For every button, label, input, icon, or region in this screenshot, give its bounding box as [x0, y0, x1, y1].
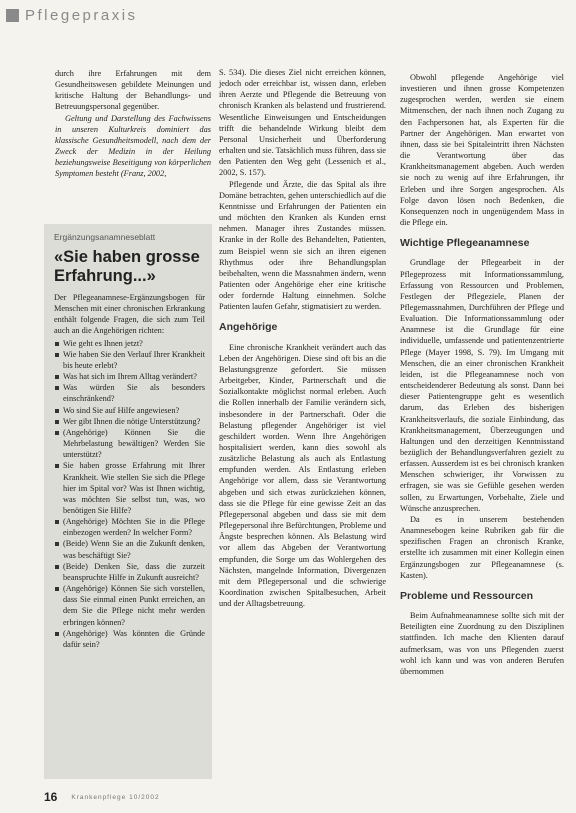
page-footer: [44, 790, 160, 804]
list-item: Sie haben grosse Erfahrung mit Ihrer Krankheit. Wie stellen Sie sich die Pflege hier im Spital vor? Was ist Ihnen wichtig, was möchten Sie selbst tun, was, wo benötigen Sie Hilfe?: [54, 460, 205, 516]
list-item: (Angehörige) Können Sie sich vorstellen, dass Sie einmal einen Punkt erreichen, an dem Sie die Pflege nicht mehr werden erbringen können?: [54, 583, 205, 628]
subheading: Wichtige Pflegeanamnese: [400, 237, 530, 250]
list-item: Was hat sich im Ihrem Alltag verändert?: [54, 371, 205, 382]
paragraph: Grundlage der Pflegearbeit in der Pflegeprozess mit Informationssammlung, Erfassung von Ressourcen und Problemen, Festlegen der Pflegeziele, Planen der Pflegemassnahmen, Durchführen der Pflege und Evaluation. Die Informationssammlung oder Anamnese ist die Grundlage für eine individuelle, umfassende und patientenzentrierte Pflege (Mayer 1998, S. 79). Im Umgang mit Menschen, die an einer chronischen Krankheit leiden, ist die Pflegeanamnese noch von entscheidenderer Bedeutung als sonst. Dann bei dieser Patientengruppe geht es wesentlich darum, das Erleben des bisherigen Krankheitsverlaufs, die soziale Einbindung, das Krankheitsmanagement, Überzeugungen und Haltungen und den derzeitigen Kenntnisstand bezüglich der Behandlungsverfahren gezielt zu erfassen. Ausserdem ist es bei chronisch kranken Menschen schwieriger, ihr Vorwissen zu erfragen, sie was sie Gefühle gesehen werden sollen, zu Erwartungen, Vorbehalte, Ziele und Wünsche anzusprechen.: [400, 258, 564, 513]
paragraph: Geltung und Darstellung des Fachwissens in unseren Kulturkreis dominiert das klassische Gesundheitsmodell, nach dem der Zweck der Medizin in der Heilung beziehungsweise Beseitigung von körperlichen Symptomen besteht (Franz, 2002,: [55, 113, 211, 179]
box-kicker: Ergänzungsanamneseblatt: [54, 232, 156, 242]
paragraph: Pflegende und Ärzte, die das Spital als ihre Domäne betrachten, gehen unterschiedlich auf die Kenntnisse und Erfahrungen der Patienten ein und möchten den Kranken als Kunden ernst nehmen. Manager ihres Zustandes müssen. Kranke in der Rolle des Behandelten, Patienten, zum Beispiel wenn sie sich an ihren eigenen Rhythmus oder ihre Behandlungsplan beibehalten, wenn die Massnahmen ändern, wenn Patienten oder Angehörige eher eine kritische oder fordernde Haltung einnehmen. Solche Patienten laufen Gefahr, stigmatisiert zu werden.: [219, 179, 386, 312]
list-item: Was würden Sie als besonders einschränkend?: [54, 382, 205, 404]
list-item: Wie haben Sie den Verlauf Ihrer Krankheit bis heute erlebt?: [54, 349, 205, 371]
paragraph: Obwohl pflegende Angehörige viel investieren und ihnen grosse Kompetenzen zugesprochen werden, werden sie einem Mitmenschen, der nach ihnen noch Zugang zu den Fachpersonen hat, als Experten für die Partner der Angehörigen. Man erwartet von ihnen, dass sie bei Spitaleintritt ihren Nächsten die Verantwortung über das Krankheitsmanagement abgeben. Auch werden sie noch zu wenig auf ihre Erfahrungen, ihr Erleben und ihre Sorgen angesprochen. Als Folge davon lösen noch Bedenken, die Konsequenzen noch in ungenügendem Mass in die Pflege ein.: [400, 73, 564, 228]
question-list: [54, 338, 205, 650]
list-item: (Angehörige) Möchten Sie in die Pflege einbezogen werden? In welcher Form?: [54, 516, 205, 538]
paragraph: Da es in unserem bestehenden Anamnesebogen keine Rubriken gab für die spezifischen Fragen an chronisch Kranke, erstellte ich zusammen mit einer Kollegin einen Ergänzungsbogen zur Pflegeanamnese (s. Kasten).: [400, 514, 564, 580]
section-title: Pflegepraxis: [25, 6, 138, 24]
box-intro: Der Pflegeanamnese-Ergänzungsbogen für Menschen mit einer chronischen Erkrankung enthält folgende Fragen, die sich zum Teil auch an die Angehörigen richten:: [54, 293, 205, 336]
paragraph: Beim Aufnahmeanamnese sollte sich mit der Beteiligten eine Zuordnung zu den Disziplinen stattfinden. Ich mache den Klienten darauf aufmerksam, was von uns Pflegenden zuerst wohl ich kann und was von anderen Berufen übernommen: [400, 611, 564, 676]
header-square-icon: [6, 9, 19, 22]
list-item: Wer gibt Ihnen die nötige Unterstützung?: [54, 416, 205, 427]
subheading: Angehörige: [219, 321, 278, 334]
paragraph: Eine chronische Krankheit verändert auch das Leben der Angehörigen. Diese sind oft bis an die Belastungsgrenze gefordert. Sie müssen Arbeitgeber, Kinder, Partnerschaft und die Sozialkontakte möglichst normal erleben. Auch die Rollen innerhalb der Familie verändern sich, insbesondere in der Partnerschaft. Oder die Belastung pflegender Angehöriger ist viel geschildert worden. Wenn Ihre Angehörigen hospitalisiert werden, kann dies sowohl als zusätzliche Belastung als auch als Entlastung empfunden werden. Als Entlastung erleben Angehörige vor allem, dass sie Verantwortung abgeben und sich etwas zurückziehen können, dass sie die Pflege für eine gewisse Zeit an das Pflegepersonal abgeben und dass sie mit dem Pflegepersonal ihre Befürchtungen, Probleme und Ängste besprechen können. Als Belastung wird vor allem das Abgeben der Verantwortung empfunden, die Sorge um das Wohlergehen des Nächsten, mangelnde Information, Divergenzen mit dem Pflegepersonal und die schwierige Koordination zwischen Spitalbesuchen, Arbeit und der Alltagsbetreuung.: [219, 342, 386, 609]
subheading: Probleme und Ressourcen: [400, 589, 534, 602]
box-title: «Sie haben grosse Erfahrung...»: [54, 248, 200, 285]
sidebar-box: [44, 224, 212, 779]
page-number: 16: [44, 790, 58, 804]
column-3: [400, 72, 564, 677]
list-item: (Angehörige) Können Sie die Mehrbelastung bewältigen? Werden Sie unterstützt?: [54, 427, 205, 460]
list-item: (Beide) Wenn Sie an die Zukunft denken, was beschäftigt Sie?: [54, 538, 205, 560]
column-2: [219, 67, 386, 609]
paragraph: durch ihre Erfahrungen mit dem Gesundheitswesen gebildete Meinungen und kritische Haltung der Behandlungs- und Betreuungspersonal gegenüber.: [55, 69, 211, 112]
list-item: Wo sind Sie auf Hilfe angewiesen?: [54, 405, 205, 416]
list-item: (Beide) Denken Sie, dass die zurzeit beanspruchte Hilfe in Zukunft ausreicht?: [54, 561, 205, 583]
section-header: [6, 4, 138, 26]
publication-name: Krankenpflege 10/2002: [71, 793, 160, 801]
list-item: (Angehörige) Was könnten die Gründe dafür sein?: [54, 628, 205, 650]
list-item: Wie geht es Ihnen jetzt?: [54, 338, 205, 349]
paragraph: S. 534). Die dieses Ziel nicht erreichen können, jedoch oder erreichbar ist, wissen dann, erleben ihren Aerzte und Pflegende die Betreuung von chronisch Kranken als belastend und frustrierend. Wesentliche Einweisungen und Entscheidungen trifft die behandelnde Wirkung bleibt dem Personal Unsicherheit und Überforderung erhalten und sie. Tatsächlich muss führen, dass sie den Patienten den Weg geht (Lessenich et al., 2002, S. 157).: [219, 68, 386, 178]
column-1: [55, 68, 211, 180]
